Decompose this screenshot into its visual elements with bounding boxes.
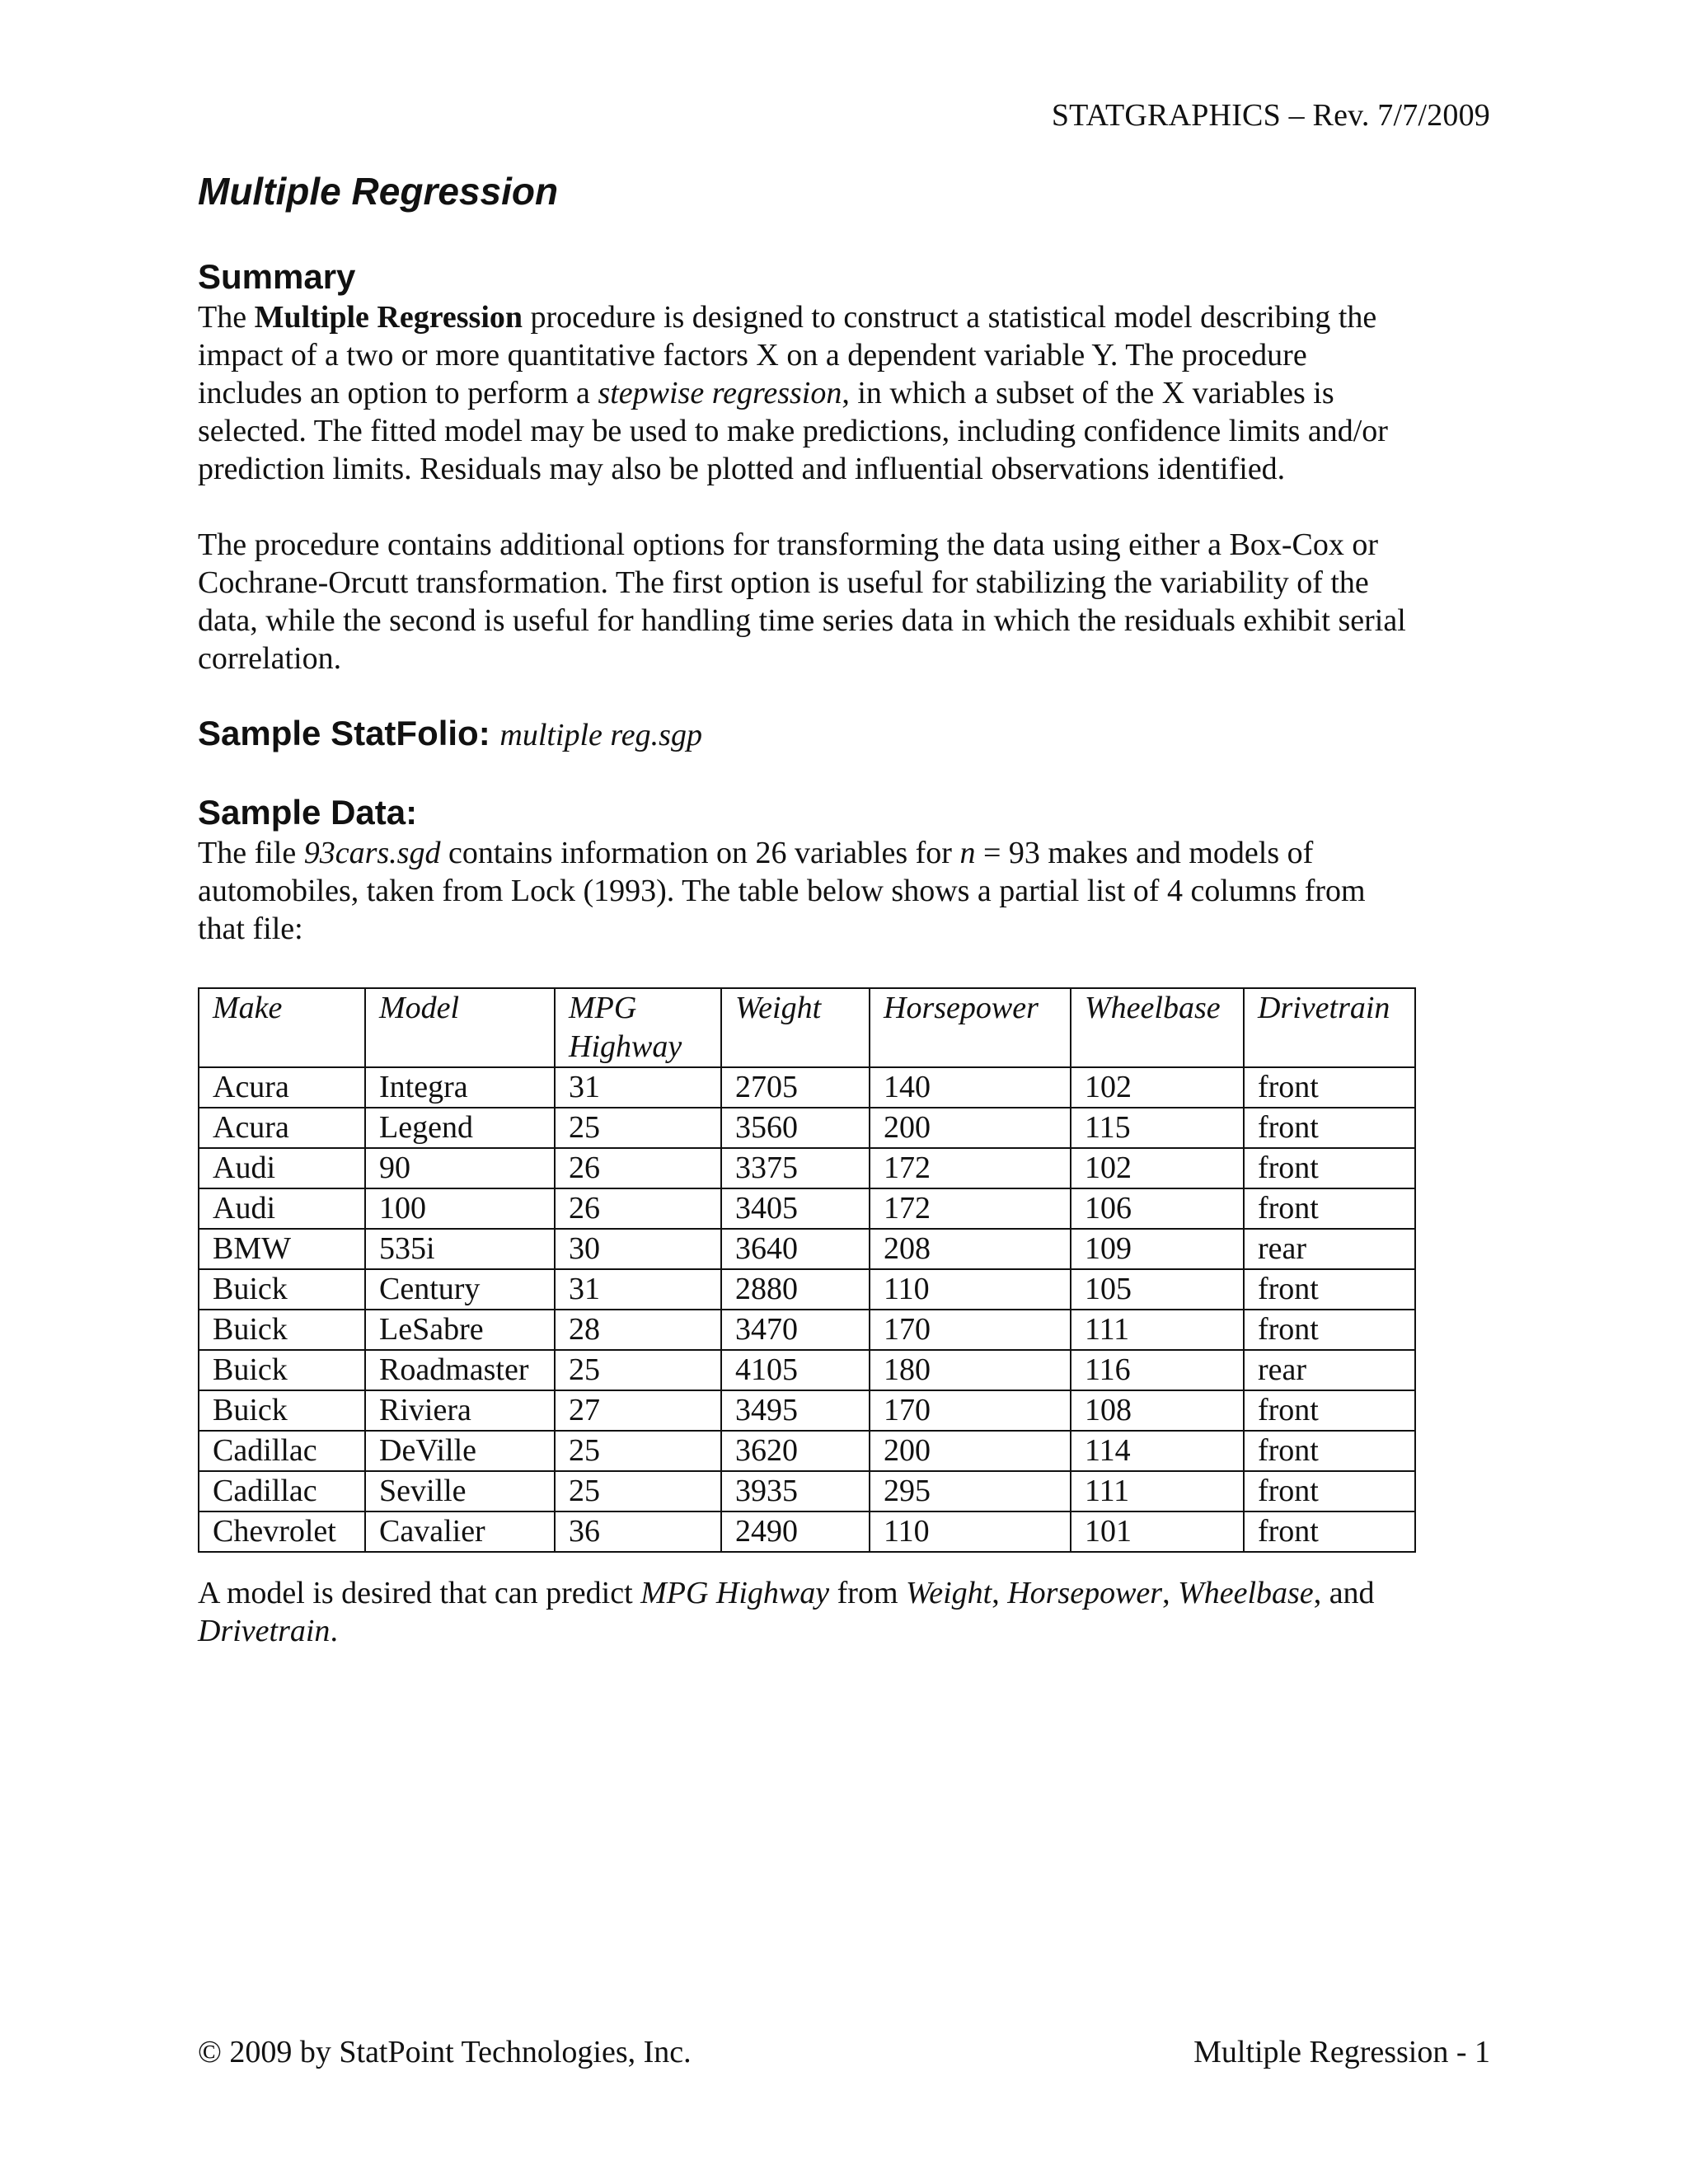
table-cell: 90 <box>365 1148 555 1188</box>
table-cell: 28 <box>555 1310 721 1350</box>
table-cell: 172 <box>870 1148 1071 1188</box>
table-cell: 200 <box>870 1108 1071 1148</box>
table-cell: 2880 <box>721 1269 870 1310</box>
table-cell: 114 <box>1071 1431 1244 1471</box>
summary-paragraph-1: The Multiple Regression procedure is designed to construct a statistical model describing the impact of a two or more quantitative factors X on a dependent variable Y. The procedure includes an option to perform a stepwise regression, in which a subset of the X variables is selected. The fitted model may be used to make predictions, including confidence limits and/or prediction limits. Residuals may also be plotted and influential observations identified. <box>198 300 1388 486</box>
table-cell: Acura <box>199 1067 365 1108</box>
data-file-name: 93cars.sgd <box>303 836 441 870</box>
table-cell: 170 <box>870 1310 1071 1350</box>
table-cell: 3935 <box>721 1471 870 1511</box>
table-cell: 115 <box>1071 1108 1244 1148</box>
table-cell: 106 <box>1071 1188 1244 1229</box>
table-cell: front <box>1244 1511 1415 1552</box>
table-header-row <box>199 988 1415 1067</box>
table-cell: 27 <box>555 1390 721 1431</box>
table-cell: Riviera <box>365 1390 555 1431</box>
stepwise-term: stepwise regression <box>598 376 842 410</box>
document-title: Multiple Regression <box>198 170 559 213</box>
table-cell: Integra <box>365 1067 555 1108</box>
procedure-name: Multiple Regression <box>254 300 523 335</box>
table-cell: Audi <box>199 1188 365 1229</box>
table-cell: front <box>1244 1431 1415 1471</box>
summary-paragraph-2: The procedure contains additional options for transforming the data using either a Box-Cox or Cochrane-Orcutt transformation. The first option is useful for stabilizing the variability of the data, while the second is useful for handling time series data in which the residuals exhibit serial correlation. <box>198 527 1406 676</box>
table-cell: LeSabre <box>365 1310 555 1350</box>
column-header: Drivetrain <box>1244 988 1415 1067</box>
table-cell: Buick <box>199 1350 365 1390</box>
table-cell: 26 <box>555 1188 721 1229</box>
table-cell: Acura <box>199 1108 365 1148</box>
table-cell: 25 <box>555 1108 721 1148</box>
table-cell: 140 <box>870 1067 1071 1108</box>
table-cell: 111 <box>1071 1471 1244 1511</box>
table-cell: 31 <box>555 1269 721 1310</box>
table-cell: BMW <box>199 1229 365 1269</box>
table-cell: 25 <box>555 1431 721 1471</box>
table-cell: 111 <box>1071 1310 1244 1350</box>
column-header: Wheelbase <box>1071 988 1244 1067</box>
table-cell: DeVille <box>365 1431 555 1471</box>
table-row <box>199 1188 1415 1229</box>
table-cell: front <box>1244 1148 1415 1188</box>
table-cell: Cavalier <box>365 1511 555 1552</box>
table-cell: 200 <box>870 1431 1071 1471</box>
table-cell: Cadillac <box>199 1471 365 1511</box>
table-cell: 108 <box>1071 1390 1244 1431</box>
table-row <box>199 1229 1415 1269</box>
sample-data-table <box>198 987 1416 1553</box>
table-cell: Buick <box>199 1310 365 1350</box>
table-cell: Roadmaster <box>365 1350 555 1390</box>
table-cell: 3620 <box>721 1431 870 1471</box>
table-cell: 3640 <box>721 1229 870 1269</box>
table-cell: 4105 <box>721 1350 870 1390</box>
table-cell: Audi <box>199 1148 365 1188</box>
table-cell: 26 <box>555 1148 721 1188</box>
table-cell: front <box>1244 1108 1415 1148</box>
column-header: Horsepower <box>870 988 1071 1067</box>
table-cell: 25 <box>555 1350 721 1390</box>
table-row <box>199 1390 1415 1431</box>
table-cell: 170 <box>870 1390 1071 1431</box>
table-cell: Chevrolet <box>199 1511 365 1552</box>
column-header: MPG Highway <box>555 988 721 1067</box>
table-cell: 31 <box>555 1067 721 1108</box>
table-cell: 3470 <box>721 1310 870 1350</box>
closing-paragraph: A model is desired that can predict MPG Highway from Weight, Horsepower, Wheelbase, and Drivetrain. <box>198 1576 1375 1648</box>
table-row <box>199 1067 1415 1108</box>
table-row <box>199 1148 1415 1188</box>
running-header: STATGRAPHICS – Rev. 7/7/2009 <box>1051 98 1490 133</box>
table-cell: front <box>1244 1188 1415 1229</box>
sample-data-heading: Sample Data: <box>198 793 418 832</box>
table-cell: 100 <box>365 1188 555 1229</box>
table-cell: 109 <box>1071 1229 1244 1269</box>
table-cell: 208 <box>870 1229 1071 1269</box>
table-cell: 110 <box>870 1269 1071 1310</box>
statfolio-heading: Sample StatFolio: multiple reg.sgp <box>198 714 702 752</box>
column-header: Make <box>199 988 365 1067</box>
table-cell: rear <box>1244 1229 1415 1269</box>
table-cell: 535i <box>365 1229 555 1269</box>
table-cell: Century <box>365 1269 555 1310</box>
table-row <box>199 1350 1415 1390</box>
footer-copyright: © 2009 by StatPoint Technologies, Inc. <box>198 2035 692 2069</box>
table-cell: 30 <box>555 1229 721 1269</box>
table-cell: front <box>1244 1390 1415 1431</box>
table-cell: front <box>1244 1471 1415 1511</box>
table-row <box>199 1108 1415 1148</box>
table-cell: Buick <box>199 1269 365 1310</box>
table-cell: 295 <box>870 1471 1071 1511</box>
table-cell: 36 <box>555 1511 721 1552</box>
summary-heading: Summary <box>198 257 356 296</box>
sample-data-intro: The file 93cars.sgd contains information on 26 variables for n = 93 makes and models of automobiles, taken from Lock (1993). The table below shows a partial list of 4 columns from that file: <box>198 836 1366 946</box>
table-cell: Cadillac <box>199 1431 365 1471</box>
table-row <box>199 1511 1415 1552</box>
statfolio-file-name: multiple reg.sgp <box>499 718 702 752</box>
table-cell: 3375 <box>721 1148 870 1188</box>
table-cell: 102 <box>1071 1067 1244 1108</box>
table-cell: 2705 <box>721 1067 870 1108</box>
table-row <box>199 1431 1415 1471</box>
table-cell: 180 <box>870 1350 1071 1390</box>
table-cell: 105 <box>1071 1269 1244 1310</box>
table-cell: 101 <box>1071 1511 1244 1552</box>
table-cell: Seville <box>365 1471 555 1511</box>
table-cell: 3495 <box>721 1390 870 1431</box>
table-cell: 2490 <box>721 1511 870 1552</box>
table-row <box>199 1471 1415 1511</box>
table-cell: 116 <box>1071 1350 1244 1390</box>
footer-page-label: Multiple Regression - 1 <box>1193 2035 1490 2069</box>
column-header: Weight <box>721 988 870 1067</box>
table-cell: Legend <box>365 1108 555 1148</box>
table-cell: front <box>1244 1310 1415 1350</box>
table-cell: rear <box>1244 1350 1415 1390</box>
table-cell: 110 <box>870 1511 1071 1552</box>
table-cell: 102 <box>1071 1148 1244 1188</box>
table-cell: front <box>1244 1067 1415 1108</box>
table-cell: 3405 <box>721 1188 870 1229</box>
table-cell: front <box>1244 1269 1415 1310</box>
column-header: Model <box>365 988 555 1067</box>
table-cell: Buick <box>199 1390 365 1431</box>
table-row <box>199 1310 1415 1350</box>
table-cell: 172 <box>870 1188 1071 1229</box>
table-cell: 3560 <box>721 1108 870 1148</box>
table-row <box>199 1269 1415 1310</box>
table-cell: 25 <box>555 1471 721 1511</box>
